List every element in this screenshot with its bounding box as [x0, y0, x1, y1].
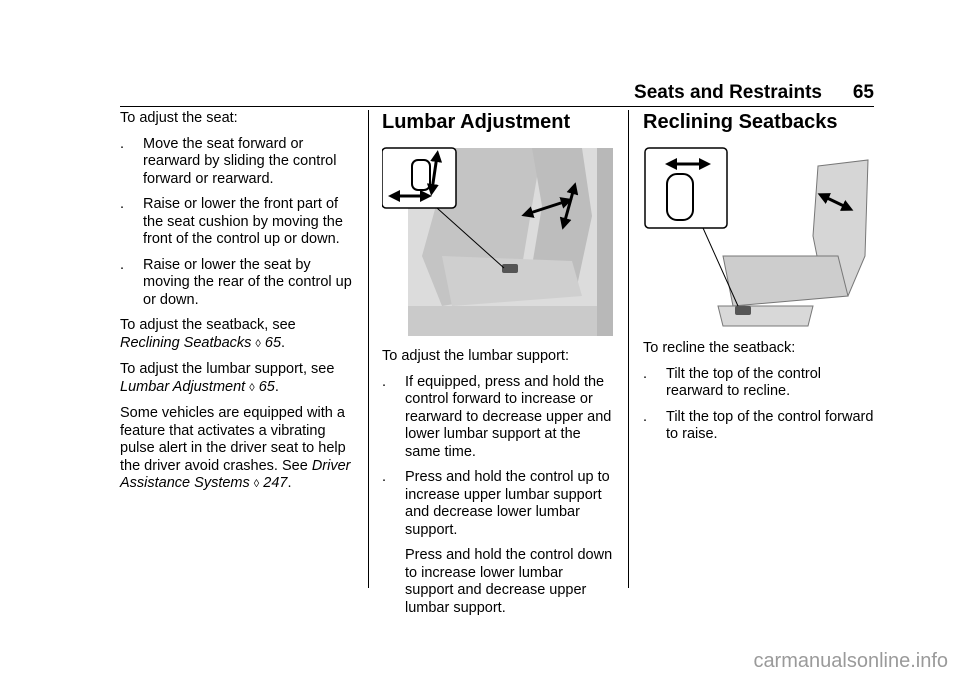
page-ref-icon: ◊	[249, 381, 255, 394]
page-header	[0, 80, 960, 108]
page-ref-number[interactable]: 65	[258, 378, 275, 395]
vibrating-alert-paragraph	[120, 405, 360, 494]
period: .	[281, 334, 286, 351]
bullet-text: Tilt the top of the control rearward to recline.	[666, 365, 822, 399]
period: .	[287, 475, 292, 491]
page-ref-number[interactable]: 247	[263, 475, 288, 491]
lumbar-ref	[120, 361, 360, 397]
column-lumbar	[382, 110, 614, 625]
page-ref-number[interactable]: 65	[264, 334, 282, 351]
list-item	[120, 136, 360, 189]
column-seat-adjust	[120, 110, 360, 502]
bullet-mark: .	[120, 196, 125, 212]
list-item	[120, 196, 360, 249]
column-divider-2	[628, 110, 629, 588]
list-item	[643, 366, 875, 401]
lumbar-illustration	[382, 146, 614, 338]
reclining-intro: To recline the seatback:	[643, 340, 796, 356]
bullet-mark: .	[382, 469, 387, 485]
seatback-ref	[120, 317, 360, 353]
bullet-mark: .	[120, 256, 125, 273]
seat-intro: To adjust the seat:	[120, 110, 238, 126]
bullet-text: Raise or lower the front part of the seat cushion by moving the front of the control up or down.	[143, 196, 343, 247]
lumbar-title: Lumbar Adjustment	[382, 111, 571, 133]
bullet-text: Move the seat forward or rearward by sliding the control forward or rearward.	[143, 135, 337, 187]
driver-assistance-link[interactable]: Driver Assistance Systems	[120, 457, 351, 491]
bullet-text: Tilt the top of the control forward to raise.	[666, 408, 874, 442]
list-item	[382, 469, 614, 539]
header-rule	[120, 106, 874, 107]
reclining-illustration	[643, 146, 875, 330]
lumbar-adjustment-link[interactable]: Lumbar Adjustment	[120, 378, 246, 395]
lumbar-intro: To adjust the lumbar support:	[382, 348, 569, 364]
header-title: Seats and Restraints	[634, 82, 822, 103]
list-item	[382, 374, 614, 462]
period: .	[274, 378, 279, 395]
lumbar-ref-text: To adjust the lumbar support, see	[120, 361, 335, 377]
bullet-mark: .	[643, 365, 648, 382]
bullet-text: If equipped, press and hold the control forward to increase or rearward to decrease upper and lower lumbar support at the same time.	[405, 373, 612, 460]
seat-side-illustration	[382, 146, 614, 338]
vibrating-text: Some vehicles are equipped with a feature that activates a vibrating pulse alert in the driver seat to help the driver avoid crashes. See	[120, 405, 346, 474]
seat-recline-illustration	[643, 146, 875, 330]
lumbar-extra: Press and hold the control down to increase lower lumbar support and decrease upper lumbar support.	[405, 547, 613, 616]
column-divider-1	[368, 110, 369, 588]
column-reclining	[643, 110, 875, 452]
list-item	[120, 257, 360, 310]
page-ref-icon: ◊	[253, 478, 260, 490]
bullet-mark: .	[643, 408, 648, 425]
list-item	[643, 409, 875, 444]
bullet-mark: .	[382, 373, 387, 390]
page-ref-icon: ◊	[255, 337, 261, 350]
seatback-ref-text: To adjust the seatback, see	[120, 317, 296, 333]
bullet-text: Press and hold the control up to increase upper lumbar support and decrease lower lumbar support.	[405, 469, 610, 538]
reclining-seatbacks-link[interactable]: Reclining Seatbacks	[120, 334, 252, 351]
bullet-text: Raise or lower the seat by moving the rear of the control up or down.	[143, 256, 352, 308]
reclining-title: Reclining Seatbacks	[643, 111, 838, 133]
watermark: carmanualsonline.info	[753, 650, 948, 672]
page-number: 65	[852, 82, 874, 103]
bullet-mark: .	[120, 135, 125, 152]
